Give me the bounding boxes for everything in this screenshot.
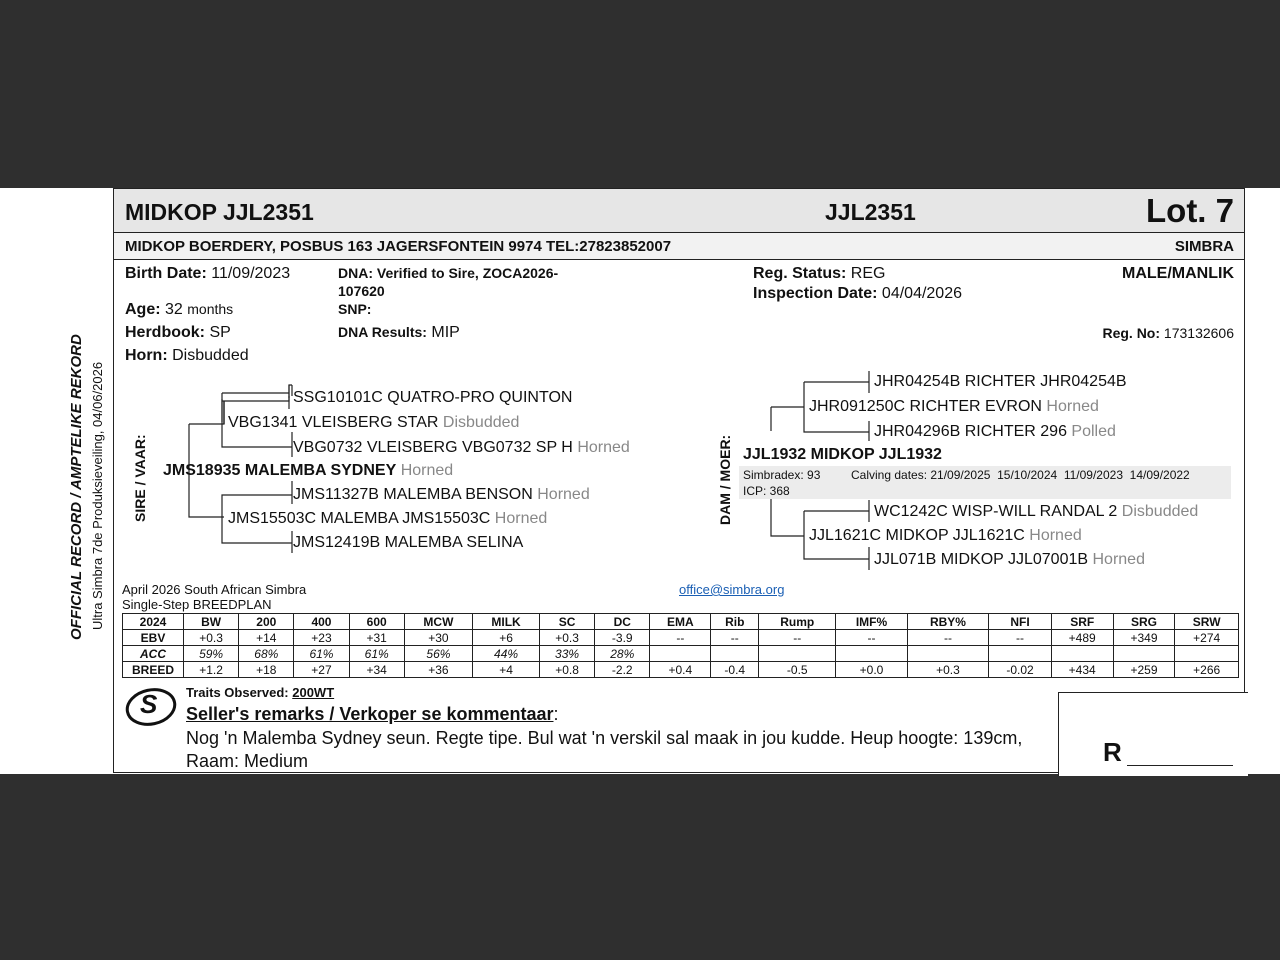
ebv-cell: +0.3 bbox=[184, 630, 239, 646]
sire-dam: JMS15503C MALEMBA JMS15503C Horned bbox=[228, 510, 548, 527]
ebv-cell: Rump bbox=[759, 614, 836, 630]
dna-results: DNA Results: MIP bbox=[338, 324, 460, 341]
ebv-cell: 68% bbox=[239, 646, 294, 662]
remarks-title: Seller's remarks / Verkoper se kommentaar: bbox=[186, 704, 559, 724]
ebv-cell: +0.3 bbox=[907, 662, 989, 678]
dna-verification-ref: 107620 bbox=[338, 283, 385, 299]
inspection-date: Inspection Date: 04/04/2026 bbox=[753, 285, 962, 302]
ebv-cell: -0.5 bbox=[759, 662, 836, 678]
ebv-cell: EMA bbox=[650, 614, 711, 630]
ebv-cell: -0.02 bbox=[989, 662, 1052, 678]
ebv-cell: +31 bbox=[349, 630, 404, 646]
ebv-cell: -3.9 bbox=[595, 630, 650, 646]
ebv-cell: BW bbox=[184, 614, 239, 630]
ebv-cell: -- bbox=[836, 630, 907, 646]
ebv-cell: SRG bbox=[1113, 614, 1175, 630]
ebv-cell: +14 bbox=[239, 630, 294, 646]
ebv-cell: SRF bbox=[1051, 614, 1113, 630]
reg-status: Reg. Status: REG bbox=[753, 265, 886, 282]
breed-label: SIMBRA bbox=[1174, 238, 1234, 255]
ebv-cell: +0.0 bbox=[836, 662, 907, 678]
ebv-cell: +0.3 bbox=[539, 630, 594, 646]
ebv-cell bbox=[836, 646, 907, 662]
sire-dam-sire: JMS11327B MALEMBA BENSON Horned bbox=[293, 486, 590, 503]
ebv-cell: +18 bbox=[239, 662, 294, 678]
side-caption bbox=[60, 188, 110, 774]
ebv-cell: Rib bbox=[711, 614, 759, 630]
herdbook: Herdbook: SP bbox=[125, 324, 231, 341]
ebv-cell bbox=[907, 646, 989, 662]
lot-number: Lot. 7 bbox=[1146, 192, 1234, 229]
ebv-cell bbox=[711, 646, 759, 662]
price-entry-line bbox=[1127, 765, 1233, 766]
reg-number: Reg. No: 173132606 bbox=[1102, 325, 1234, 341]
sire-dam-dam: JMS12419B MALEMBA SELINA bbox=[293, 534, 524, 551]
ebv-cell bbox=[1175, 646, 1239, 662]
ebv-cell: -2.2 bbox=[595, 662, 650, 678]
ebv-cell: +30 bbox=[404, 630, 472, 646]
breedplan-source: April 2026 South African Simbra bbox=[122, 582, 307, 597]
ebv-cell: SC bbox=[539, 614, 594, 630]
logo-letter: S bbox=[140, 689, 158, 719]
dam-dam-sire: WC1242C WISP-WILL RANDAL 2 Disbudded bbox=[874, 503, 1199, 520]
ebv-cell: 400 bbox=[294, 614, 349, 630]
ebv-cell bbox=[1051, 646, 1113, 662]
ebv-cell: -0.4 bbox=[711, 662, 759, 678]
ebv-cell: +259 bbox=[1113, 662, 1175, 678]
ebv-cell: 56% bbox=[404, 646, 472, 662]
remarks-line-1: Nog 'n Malemba Sydney seun. Regte tipe. Bul wat 'n verskil sal maak in jou kudde. Heup hoogte: 139cm, bbox=[186, 728, 1023, 748]
dam-sire-sire: JHR04254B RICHTER JHR04254B bbox=[874, 373, 1127, 390]
ebv-cell: +349 bbox=[1113, 630, 1175, 646]
ebv-cell: +266 bbox=[1175, 662, 1239, 678]
ebv-cell: +36 bbox=[404, 662, 472, 678]
ebv-cell: 44% bbox=[473, 646, 540, 662]
sire: JMS18935 MALEMBA SYDNEY Horned bbox=[163, 462, 454, 479]
ebv-cell: +274 bbox=[1175, 630, 1239, 646]
ebv-cell: DC bbox=[595, 614, 650, 630]
ebv-table bbox=[122, 613, 1239, 678]
ebv-cell: +6 bbox=[473, 630, 540, 646]
ebv-cell: +489 bbox=[1051, 630, 1113, 646]
ebv-row bbox=[123, 614, 1239, 630]
ebv-cell: -- bbox=[989, 630, 1052, 646]
ebv-cell: 33% bbox=[539, 646, 594, 662]
dam-dam: JJL1621C MIDKOP JJL1621C Horned bbox=[809, 527, 1082, 544]
ebv-cell: +1.2 bbox=[184, 662, 239, 678]
calving-dates: Calving dates: 21/09/2025 15/10/2024 11/09/2023 14/09/2022 bbox=[851, 468, 1190, 482]
breedplan-type: Single-Step BREEDPLAN bbox=[122, 597, 272, 612]
ebv-cell: 59% bbox=[184, 646, 239, 662]
breeder-address: MIDKOP BOERDERY, POSBUS 163 JAGERSFONTEIN 9974 TEL:27823852007 bbox=[125, 238, 672, 255]
official-record-label: OFFICIAL RECORD / AMPTELIKE REKORD bbox=[68, 334, 85, 640]
horn-status: Horn: Disbudded bbox=[125, 347, 249, 364]
age: Age: 32 months bbox=[125, 301, 234, 318]
ebv-cell bbox=[650, 646, 711, 662]
sex-label: MALE/MANLIK bbox=[1122, 265, 1234, 282]
sire-sire-sire: SSG10101C QUATRO-PRO QUINTON bbox=[293, 389, 573, 406]
birth-date: Birth Date: 11/09/2023 bbox=[125, 265, 291, 282]
ebv-row bbox=[123, 662, 1239, 678]
ebv-cell: +0.8 bbox=[539, 662, 594, 678]
remarks-line-2: Raam: Medium bbox=[186, 751, 309, 771]
dam: JJL1932 MIDKOP JJL1932 bbox=[743, 446, 942, 463]
snp-label: SNP: bbox=[338, 301, 372, 317]
email-link[interactable]: office@simbra.org bbox=[679, 582, 785, 597]
ebv-cell: RBY% bbox=[907, 614, 989, 630]
ebv-cell: +0.4 bbox=[650, 662, 711, 678]
animal-name: MIDKOP JJL2351 bbox=[125, 199, 314, 225]
ebv-cell: MCW bbox=[404, 614, 472, 630]
dna-verification: DNA: Verified to Sire, ZOCA2026- bbox=[338, 265, 559, 281]
ebv-cell: +434 bbox=[1051, 662, 1113, 678]
ebv-cell: +4 bbox=[473, 662, 540, 678]
dam-sire-dam: JHR04296B RICHTER 296 Polled bbox=[874, 423, 1116, 440]
ebv-cell: -- bbox=[907, 630, 989, 646]
ebv-cell: 2024 bbox=[123, 614, 184, 630]
ebv-cell: +34 bbox=[349, 662, 404, 678]
ebv-cell: -- bbox=[650, 630, 711, 646]
ebv-cell bbox=[1113, 646, 1175, 662]
ebv-cell: 600 bbox=[349, 614, 404, 630]
currency-symbol: R bbox=[1103, 737, 1122, 767]
event-label: Ultra Simbra 7de Produksieveiling, 04/06/2026 bbox=[90, 361, 105, 630]
sire-side-label: SIRE / VAAR: bbox=[132, 434, 148, 522]
traits-observed: Traits Observed: 200WT bbox=[186, 685, 335, 700]
ebv-cell: +27 bbox=[294, 662, 349, 678]
ebv-cell: MILK bbox=[473, 614, 540, 630]
dam-dam-dam: JJL071B MIDKOP JJL07001B Horned bbox=[874, 551, 1145, 568]
ebv-cell: BREED bbox=[123, 662, 184, 678]
ebv-cell: IMF% bbox=[836, 614, 907, 630]
simbradex: Simbradex: 93 bbox=[743, 468, 821, 482]
dam-side-label: DAM / MOER: bbox=[717, 434, 733, 525]
ebv-cell: ACC bbox=[123, 646, 184, 662]
sire-sire: VBG1341 VLEISBERG STAR Disbudded bbox=[228, 414, 520, 431]
ebv-cell: -- bbox=[759, 630, 836, 646]
ebv-cell: 200 bbox=[239, 614, 294, 630]
icp: ICP: 368 bbox=[743, 484, 790, 498]
sire-sire-dam: VBG0732 VLEISBERG VBG0732 SP H Horned bbox=[293, 439, 630, 456]
dam-sire: JHR091250C RICHTER EVRON Horned bbox=[809, 398, 1099, 415]
ebv-cell: SRW bbox=[1175, 614, 1239, 630]
animal-code: JJL2351 bbox=[825, 199, 916, 225]
ebv-cell bbox=[989, 646, 1052, 662]
ebv-row bbox=[123, 630, 1239, 646]
ebv-cell: NFI bbox=[989, 614, 1052, 630]
ebv-cell: 61% bbox=[349, 646, 404, 662]
price-box[interactable] bbox=[1058, 692, 1248, 776]
ebv-row bbox=[123, 646, 1239, 662]
ebv-cell: -- bbox=[711, 630, 759, 646]
ebv-cell: +23 bbox=[294, 630, 349, 646]
ebv-cell: 28% bbox=[595, 646, 650, 662]
ebv-cell bbox=[759, 646, 836, 662]
lot-card bbox=[113, 188, 1245, 773]
ebv-cell: 61% bbox=[294, 646, 349, 662]
ebv-cell: EBV bbox=[123, 630, 184, 646]
